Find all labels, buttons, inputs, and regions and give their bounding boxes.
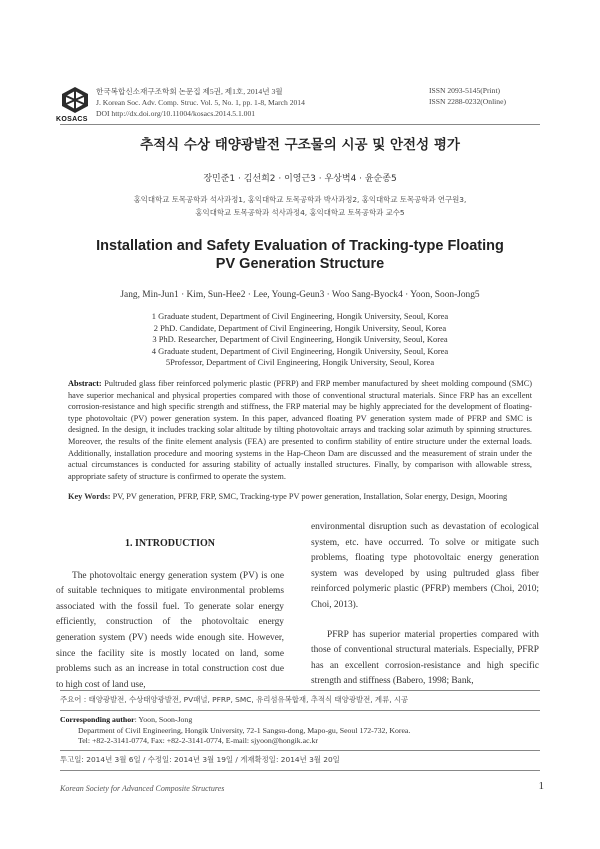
keywords-label: Key Words:: [68, 492, 111, 501]
kosacs-logo-icon: [60, 86, 90, 114]
submission-dates: 투고일: 2014년 3월 6일 / 수정일: 2014년 3월 19일 / 게재확정일: 2014년 3월 20일: [60, 755, 340, 764]
footer-society: Korean Society for Advanced Composite Structures: [60, 784, 225, 793]
title-english-line-2: PV Generation Structure: [215, 256, 385, 272]
keywords-text: PV, PV generation, PFRP, FRP, SMC, Tracking-type PV power generation, Installation, Solar energy, Design, Mooring: [112, 492, 508, 501]
affiliation-korean-line: 홍익대학교 토목공학과 석사과정4, 홍익대학교 토목공학과 교수5: [195, 208, 405, 217]
footnote-divider: [60, 750, 540, 751]
journal-korean: 한국복합신소재구조학회 논문집 제5권, 제1호, 2014년 3월: [96, 87, 283, 96]
body-column-left: [56, 520, 284, 693]
authors-english: Jang, Min-Jun1 · Kim, Sun-Hee2 · Lee, Young-Geun3 · Woo Sang-Byock4 · Yoon, Soon-Jong5: [120, 290, 480, 300]
footnote-divider: [60, 710, 540, 711]
issn-online: ISSN 2288-0232(Online): [429, 96, 506, 106]
affiliation-english-line: 5Professor, Department of Civil Engineering, Hongik University, Seoul, Korea: [165, 357, 435, 368]
abstract: [68, 378, 532, 482]
issn-info: [429, 86, 544, 107]
abstract-label: Abstract:: [68, 379, 102, 388]
paper-title-english: [60, 237, 540, 273]
affiliations-korean: [60, 193, 540, 219]
issn-print: ISSN 2093-5145(Print): [429, 86, 501, 95]
affiliation-english-line: 3 PhD. Researcher, Department of Civil Engineering, Hongik University, Seoul, Korea: [152, 334, 448, 345]
authors-korean: 장민준1 · 김선희2 · 이영근3 · 우상벽4 · 윤순종5: [203, 174, 397, 184]
affiliation-english-line: 1 Graduate student, Department of Civil Engineering, Hongik University, Seoul, Korea: [151, 311, 449, 321]
doi-link[interactable]: DOI http://dx.doi.org/10.11004/kosacs.2014.5.1.001: [96, 109, 256, 119]
corresponding-contact: Tel: +82-2-3141-0774, Fax: +82-2-3141-0774, E-mail: sjyoon@hongik.ac.kr: [78, 736, 318, 746]
title-english-line-1: Installation and Safety Evaluation of Tracking-type Floating: [96, 238, 504, 254]
keywords: [68, 491, 532, 503]
body-paragraph: environmental disruption such as devastation of ecological system, etc. have occurred. To solve or mitigate such problems, floating type photovoltaic energy generation system was developed by using pultruded glass fiber reinforced polymeric plastic (PFRP) members (Choi, 2010; Choi, 2013).: [311, 522, 539, 610]
paper-title-korean: 추적식 수상 태양광발전 구조물의 시공 및 안전성 평가: [140, 137, 460, 153]
affiliation-english-line: 2 PhD. Candidate, Department of Civil Engineering, Hongik University, Seoul, Korea: [153, 322, 447, 333]
body-column-right: [311, 520, 539, 690]
footnote-divider: [60, 690, 540, 691]
section-heading: 1. INTRODUCTION: [124, 538, 215, 549]
body-paragraph: PFRP has superior material properties compared with those of conventional structural materials. Especially, PFRP has an excellent corrosion-resistance and high specific strength and stiffness (Babero, 1998; Bank,: [311, 629, 539, 687]
keywords-korean: 주요어 : 태양광발전, 수상태양광발전, PV패널, PFRP, SMC, 유리섬유복합재, 추적식 태양광발전, 계류, 시공: [60, 695, 409, 704]
affiliations-english: [60, 311, 540, 369]
corresponding-address: Department of Civil Engineering, Hongik University, 72-1 Sangsu-dong, Mapo-gu, Seoul 172-732, Korea.: [78, 725, 411, 735]
page-number: 1: [538, 780, 544, 792]
header-divider: [60, 124, 540, 125]
abstract-text: Pultruded glass fiber reinforced polymeric plastic (PFRP) and FRP member manufactured by sheet molding compound (SMC) have superior mechanical and physical properties compared with those of conventional structural materials. Since FRP has an excellent corrosion-resistance and high specific strength and stiffness, the FRP material may be highly appreciated for the development of floating-type photovoltaic (PV) power generation system. In this paper, advanced floating PV generation system made of PFRP and SMC is designed. In the design, it includes tracking solar altitude by tilting photovoltaic arrays and tracking solar azimuth by spinning structures. Moreover, the results of the finite element analysis (FEA) are presented to confirm stability of entire structure under the external loads. Additionally, installation procedure and mooring systems in the Hap-Cheon Dam are discussed and the measurement of strain under the actual circumstances is conducted for assuring stability of actually installed structures. Finally, by comparison with allowable stress, appropriate safety of structure is confirmed to operate the system.: [68, 379, 532, 481]
footer-divider: [60, 770, 540, 771]
journal-info: [96, 86, 396, 120]
journal-english: J. Korean Soc. Adv. Comp. Struc. Vol. 5, No. 1, pp. 1-8, March 2014: [96, 98, 305, 108]
affiliation-korean-line: 홍익대학교 토목공학과 석사과정1, 홍익대학교 토목공학과 박사과정2, 홍익대학교 토목공학과 연구원3,: [133, 195, 467, 204]
body-paragraph: The photovoltaic energy generation system (PV) is one of suitable techniques to mitigate environmental problems associated with the fossil fuel. To generate solar energy efficiently, construction of the photovoltaic energy generation system (PV) needs wide enough site. However, since the facility site is mostly located on land, some problems such as an increase in total construction cost due to high cost of land use,: [56, 570, 284, 690]
logo-text: KOSACS: [56, 116, 88, 123]
corresponding-name: : Yoon, Soon-Jong: [134, 715, 193, 724]
corresponding-author: [60, 715, 540, 747]
corresponding-label: Corresponding author: [60, 715, 135, 724]
affiliation-english-line: 4 Graduate student, Department of Civil Engineering, Hongik University, Seoul, Korea: [151, 345, 449, 356]
